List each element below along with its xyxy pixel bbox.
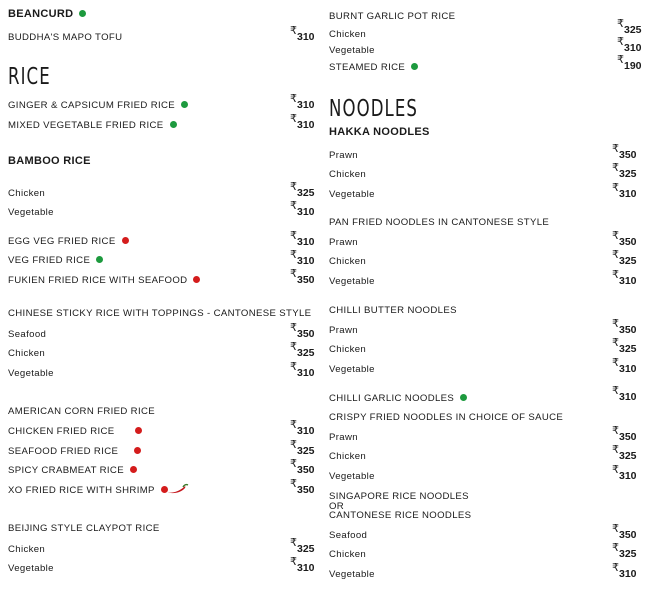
menu-item-price: ₹ 310 bbox=[612, 269, 637, 287]
menu-item-name: BUDDHA'S MAPO TOFU bbox=[8, 32, 123, 43]
section-heading-claypot: BEIJING STYLE CLAYPOT RICE bbox=[8, 523, 160, 534]
menu-item-name: VEG FRIED RICE bbox=[8, 255, 103, 266]
section-heading-cantonese-noodles: CANTONESE RICE NOODLES bbox=[329, 510, 472, 521]
menu-item-price: ₹ 310 bbox=[290, 200, 315, 218]
menu-item-price: ₹ 350 bbox=[612, 523, 637, 541]
menu-item-price: ₹ 325 bbox=[290, 439, 315, 457]
menu-item-price: ₹ 325 bbox=[290, 341, 315, 359]
menu-item-price: ₹ 350 bbox=[612, 230, 637, 248]
rupee-icon: ₹ bbox=[612, 162, 619, 174]
menu-item-name: CHILLI GARLIC NOODLES bbox=[329, 393, 467, 404]
menu-item-price: ₹ 310 bbox=[612, 357, 637, 375]
menu-item-price: ₹ 310 bbox=[617, 36, 642, 54]
menu-item-price: ₹ 325 bbox=[612, 162, 637, 180]
menu-item-name: Vegetable bbox=[329, 276, 375, 287]
rupee-icon: ₹ bbox=[290, 249, 297, 261]
menu-item-name: Chicken bbox=[329, 256, 367, 267]
rupee-icon: ₹ bbox=[612, 523, 619, 535]
menu-item-price: ₹ 310 bbox=[290, 419, 315, 437]
menu-item-name: Vegetable bbox=[329, 471, 375, 482]
rupee-icon: ₹ bbox=[612, 444, 619, 456]
rupee-icon: ₹ bbox=[617, 54, 624, 66]
menu-item-name: Prawn bbox=[329, 432, 358, 443]
veg-indicator-icon bbox=[79, 10, 86, 17]
veg-indicator-icon bbox=[460, 394, 467, 401]
non-veg-indicator-icon bbox=[193, 276, 200, 283]
rupee-icon: ₹ bbox=[612, 425, 619, 437]
menu-item-name: Chicken bbox=[329, 29, 367, 40]
non-veg-indicator-icon bbox=[134, 447, 141, 454]
rupee-icon: ₹ bbox=[290, 341, 297, 353]
rupee-icon: ₹ bbox=[290, 556, 297, 568]
menu-item-name: Chicken bbox=[329, 169, 367, 180]
menu-item-name: Vegetable bbox=[329, 364, 375, 375]
left-menu-column bbox=[0, 0, 322, 598]
section-heading-sticky-rice: CHINESE STICKY RICE WITH TOPPINGS - CANTONESE STYLE bbox=[8, 308, 312, 319]
menu-item-name: Chicken bbox=[8, 348, 46, 359]
veg-indicator-icon bbox=[411, 63, 418, 70]
rupee-icon: ₹ bbox=[290, 322, 297, 334]
rupee-icon: ₹ bbox=[612, 385, 619, 397]
non-veg-indicator-icon bbox=[135, 427, 142, 434]
menu-item-name: STEAMED RICE bbox=[329, 62, 418, 73]
rupee-icon: ₹ bbox=[612, 318, 619, 330]
spicy-chili-icon bbox=[163, 483, 189, 495]
menu-item-price: ₹ 325 bbox=[290, 537, 315, 555]
menu-item-name: Seafood bbox=[8, 329, 47, 340]
rupee-icon: ₹ bbox=[617, 18, 624, 30]
menu-item-price: ₹ 350 bbox=[612, 318, 637, 336]
menu-item-name: Seafood bbox=[329, 530, 368, 541]
rupee-icon: ₹ bbox=[290, 200, 297, 212]
veg-indicator-icon bbox=[96, 256, 103, 263]
rupee-icon: ₹ bbox=[612, 249, 619, 261]
menu-item-name: MIXED VEGETABLE FRIED RICE bbox=[8, 120, 177, 131]
category-title-rice: RICE bbox=[8, 64, 51, 90]
section-heading-or: OR bbox=[329, 501, 345, 512]
menu-item-name: GINGER & CAPSICUM FRIED RICE bbox=[8, 100, 188, 111]
rupee-icon: ₹ bbox=[290, 419, 297, 431]
rupee-icon: ₹ bbox=[612, 542, 619, 554]
section-heading-chilli-butter-noodles: CHILLI BUTTER NOODLES bbox=[329, 305, 457, 316]
rupee-icon: ₹ bbox=[612, 464, 619, 476]
menu-item-price: ₹ 350 bbox=[612, 425, 637, 443]
veg-indicator-icon bbox=[170, 121, 177, 128]
rupee-icon: ₹ bbox=[290, 181, 297, 193]
menu-item-name: EGG VEG FRIED RICE bbox=[8, 236, 129, 247]
menu-item-name: Vegetable bbox=[8, 563, 54, 574]
menu-item-name: Prawn bbox=[329, 237, 358, 248]
rupee-icon: ₹ bbox=[612, 562, 619, 574]
rupee-icon: ₹ bbox=[290, 458, 297, 470]
menu-item-price: ₹ 310 bbox=[290, 93, 315, 111]
menu-item-price: ₹ 310 bbox=[290, 556, 315, 574]
menu-item-price: ₹ 350 bbox=[290, 322, 315, 340]
menu-item-price: ₹ 325 bbox=[612, 542, 637, 560]
menu-item-price: ₹ 310 bbox=[290, 230, 315, 248]
section-heading-singapore-noodles: SINGAPORE RICE NOODLES bbox=[329, 491, 469, 502]
menu-item-name: SEAFOOD FRIED RICE bbox=[8, 446, 141, 457]
menu-item-name: Vegetable bbox=[8, 368, 54, 379]
rupee-icon: ₹ bbox=[290, 25, 297, 37]
menu-item-name: Vegetable bbox=[8, 207, 54, 218]
rupee-icon: ₹ bbox=[612, 230, 619, 242]
menu-item-price: ₹ 310 bbox=[290, 361, 315, 379]
category-title-noodles: NOODLES bbox=[329, 96, 418, 122]
right-menu-column bbox=[322, 0, 650, 598]
rupee-icon: ₹ bbox=[612, 143, 619, 155]
non-veg-indicator-icon bbox=[122, 237, 129, 244]
menu-item-name: Vegetable bbox=[329, 569, 375, 580]
rupee-icon: ₹ bbox=[290, 93, 297, 105]
menu-item-price: ₹ 310 bbox=[612, 464, 637, 482]
section-heading-garlic-pot-rice: BURNT GARLIC POT RICE bbox=[329, 11, 456, 22]
rupee-icon: ₹ bbox=[290, 361, 297, 373]
section-heading-hakka-noodles: HAKKA NOODLES bbox=[329, 126, 430, 138]
menu-item-name: Chicken bbox=[329, 344, 367, 355]
menu-item-price: ₹ 325 bbox=[612, 249, 637, 267]
menu-item-price: ₹ 325 bbox=[290, 181, 315, 199]
rupee-icon: ₹ bbox=[290, 478, 297, 490]
menu-item-name: Prawn bbox=[329, 150, 358, 161]
rupee-icon: ₹ bbox=[617, 36, 624, 48]
menu-item-price: ₹ 310 bbox=[612, 182, 637, 200]
rupee-icon: ₹ bbox=[612, 357, 619, 369]
non-veg-indicator-icon bbox=[130, 466, 137, 473]
veg-indicator-icon bbox=[181, 101, 188, 108]
menu-item-name: XO FRIED RICE WITH SHRIMP bbox=[8, 485, 168, 496]
section-heading-beancurd: BEANCURD bbox=[8, 8, 86, 20]
menu-item-name: Prawn bbox=[329, 325, 358, 336]
menu-item-price: ₹ 350 bbox=[612, 143, 637, 161]
menu-item-name: Chicken bbox=[8, 188, 46, 199]
menu-item-price: ₹ 310 bbox=[290, 249, 315, 267]
menu-item-price: ₹ 350 bbox=[290, 268, 315, 286]
menu-item-name: SPICY CRABMEAT RICE bbox=[8, 465, 137, 476]
rupee-icon: ₹ bbox=[612, 269, 619, 281]
menu-item-price: ₹ 310 bbox=[290, 113, 315, 131]
menu-item-name: Vegetable bbox=[329, 45, 375, 56]
menu-item-price: ₹ 350 bbox=[290, 458, 315, 476]
rupee-icon: ₹ bbox=[290, 230, 297, 242]
section-heading-bamboo-rice: BAMBOO RICE bbox=[8, 155, 91, 167]
section-heading-american-corn: AMERICAN CORN FRIED RICE bbox=[8, 406, 155, 417]
menu-item-price: ₹ 325 bbox=[612, 444, 637, 462]
menu-item-name: Vegetable bbox=[329, 189, 375, 200]
menu-item-price: ₹ 310 bbox=[290, 25, 315, 43]
menu-item-name: CHICKEN FRIED RICE bbox=[8, 426, 142, 437]
rupee-icon: ₹ bbox=[290, 268, 297, 280]
menu-item-price: ₹ 325 bbox=[612, 337, 637, 355]
rupee-icon: ₹ bbox=[612, 337, 619, 349]
rupee-icon: ₹ bbox=[612, 182, 619, 194]
section-heading-pan-fried-noodles: PAN FRIED NOODLES IN CANTONESE STYLE bbox=[329, 217, 550, 228]
menu-item-name: FUKIEN FRIED RICE WITH SEAFOOD bbox=[8, 275, 200, 286]
rupee-icon: ₹ bbox=[290, 537, 297, 549]
menu-item-price: ₹ 310 bbox=[612, 562, 637, 580]
menu-item-name: Chicken bbox=[329, 549, 367, 560]
menu-item-price: ₹ 190 bbox=[617, 54, 642, 72]
rupee-icon: ₹ bbox=[290, 113, 297, 125]
menu-item-price: ₹ 350 bbox=[290, 478, 315, 496]
section-heading-crispy-fried-noodles: CRISPY FRIED NOODLES IN CHOICE OF SAUCE bbox=[329, 412, 564, 423]
menu-item-price: ₹ 310 bbox=[612, 385, 637, 403]
menu-item-price: ₹ 325 bbox=[617, 18, 642, 36]
menu-item-name: Chicken bbox=[329, 451, 367, 462]
rupee-icon: ₹ bbox=[290, 439, 297, 451]
menu-item-name: Chicken bbox=[8, 544, 46, 555]
